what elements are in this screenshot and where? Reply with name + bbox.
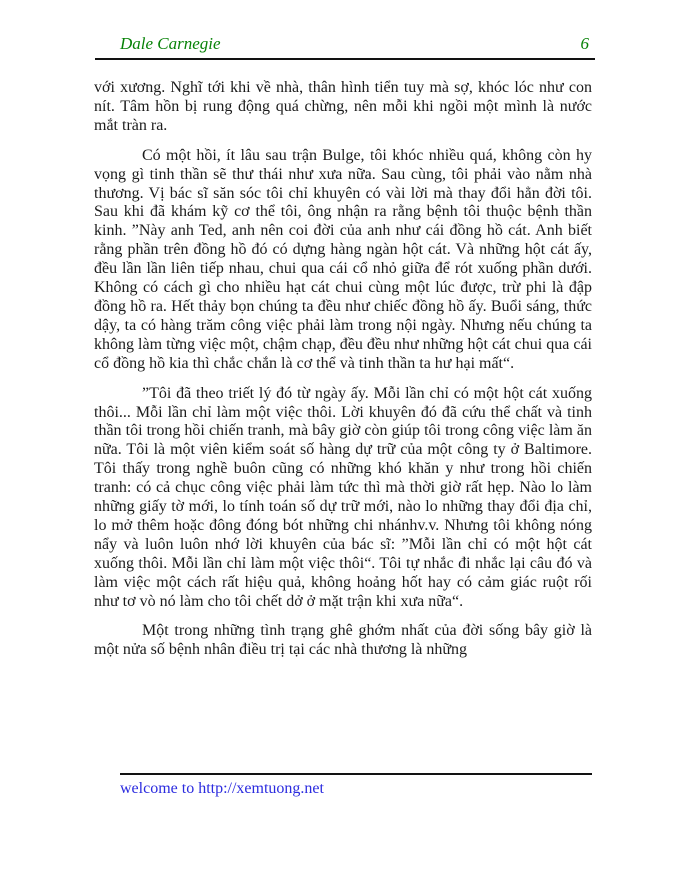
page-body — [94, 79, 592, 671]
paragraph: ”Tôi đã theo triết lý đó từ ngày ấy. Mỗi lần chỉ có một hột cát xuống thôi... Mỗi lần chỉ làm một việc thôi. Lời khuyên đó đã cứu thể chất và tinh thần tôi trong hồi chiến tranh, mà bây giờ còn giúp tôi trong công việc làm ăn nữa. Tôi là một viên kiểm soát số hàng dự trữ của một công ty ở Baltimore. Tôi thấy trong nghề buôn cũng có những khó khăn y như trong hồi chiến tranh: có cả chục công việc phải làm tức thì mà thời giờ rất hẹp. Nào lo làm những giấy tờ mới, lo tính toán số dự trữ mới, nào lo những thay đổi địa chỉ, lo mở thêm hoặc đông đóng bót những chi nhánhv.v. Nhưng tôi không nóng nẩy và luôn luôn nhớ lời khuyên của bác sĩ: ”Mỗi lần chỉ có một hột cát xuống thôi. Mỗi lần chỉ làm một việc thôi“. Tôi tự nhắc đi nhắc lại câu đó và làm việc một cách rất hiệu quả, không hoảng hốt hay có cảm giác ruột rối như tơ vò nó làm cho tôi chết dở ở mặt trận khi xưa nữa“. — [94, 384, 592, 610]
header-page-number: 6 — [580, 34, 589, 53]
footer-website-link[interactable]: welcome to http://xemtuong.net — [120, 780, 324, 797]
paragraph: Một trong những tình trạng ghê ghớm nhất của đời sống bây giờ là một nửa số bệnh nhân điều trị tại các nhà thương là những — [94, 622, 592, 659]
page-footer — [120, 773, 592, 798]
paragraph: Có một hồi, ít lâu sau trận Bulge, tôi khóc nhiều quá, không còn hy vọng gì tinh thần sẽ thư thái như xưa nữa. Sau cùng, tôi phải vào nằm nhà thương. Vị bác sĩ săn sóc tôi chỉ khuyên có vài lời mà thay đổi hẳn đời tôi. Sau khi đã khám kỹ cơ thể tôi, ông nhận ra rằng bệnh tôi thuộc bệnh thần kinh. ”Này anh Ted, anh nên coi đời của anh như cái đồng hồ cát. Anh biết rằng phần trên đồng hồ đó có dựng hàng ngàn hột cát. Và những hột cát ấy, đều lần lần liên tiếp nhau, chui qua cái cổ nhỏ giữa để rót xuống phần dưới. Không có cách gì cho nhiều hạt cát chui cùng một lúc được, trừ phi là đập đồng hồ ra. Hết thảy bọn chúng ta đều như chiếc đồng hồ ấy. Buổi sáng, thức dậy, ta có hàng trăm công việc phải làm trong nội ngày. Nhưng nếu chúng ta không làm từng việc một, chậm chạp, đều đều như những hột cát chui qua cái cổ đồng hồ kia thì chắc chắn là cơ thể và tinh thần ta hư hại mất“. — [94, 146, 592, 372]
header-author: Dale Carnegie — [120, 34, 221, 53]
paragraph: với xương. Nghĩ tới khi về nhà, thân hình tiển tuy mà sợ, khóc lóc như con nít. Tâm hồn bị rung động quá chừng, nên mỗi khi ngồi một mình là nước mắt tràn ra. — [94, 79, 592, 134]
page-header — [95, 34, 595, 60]
